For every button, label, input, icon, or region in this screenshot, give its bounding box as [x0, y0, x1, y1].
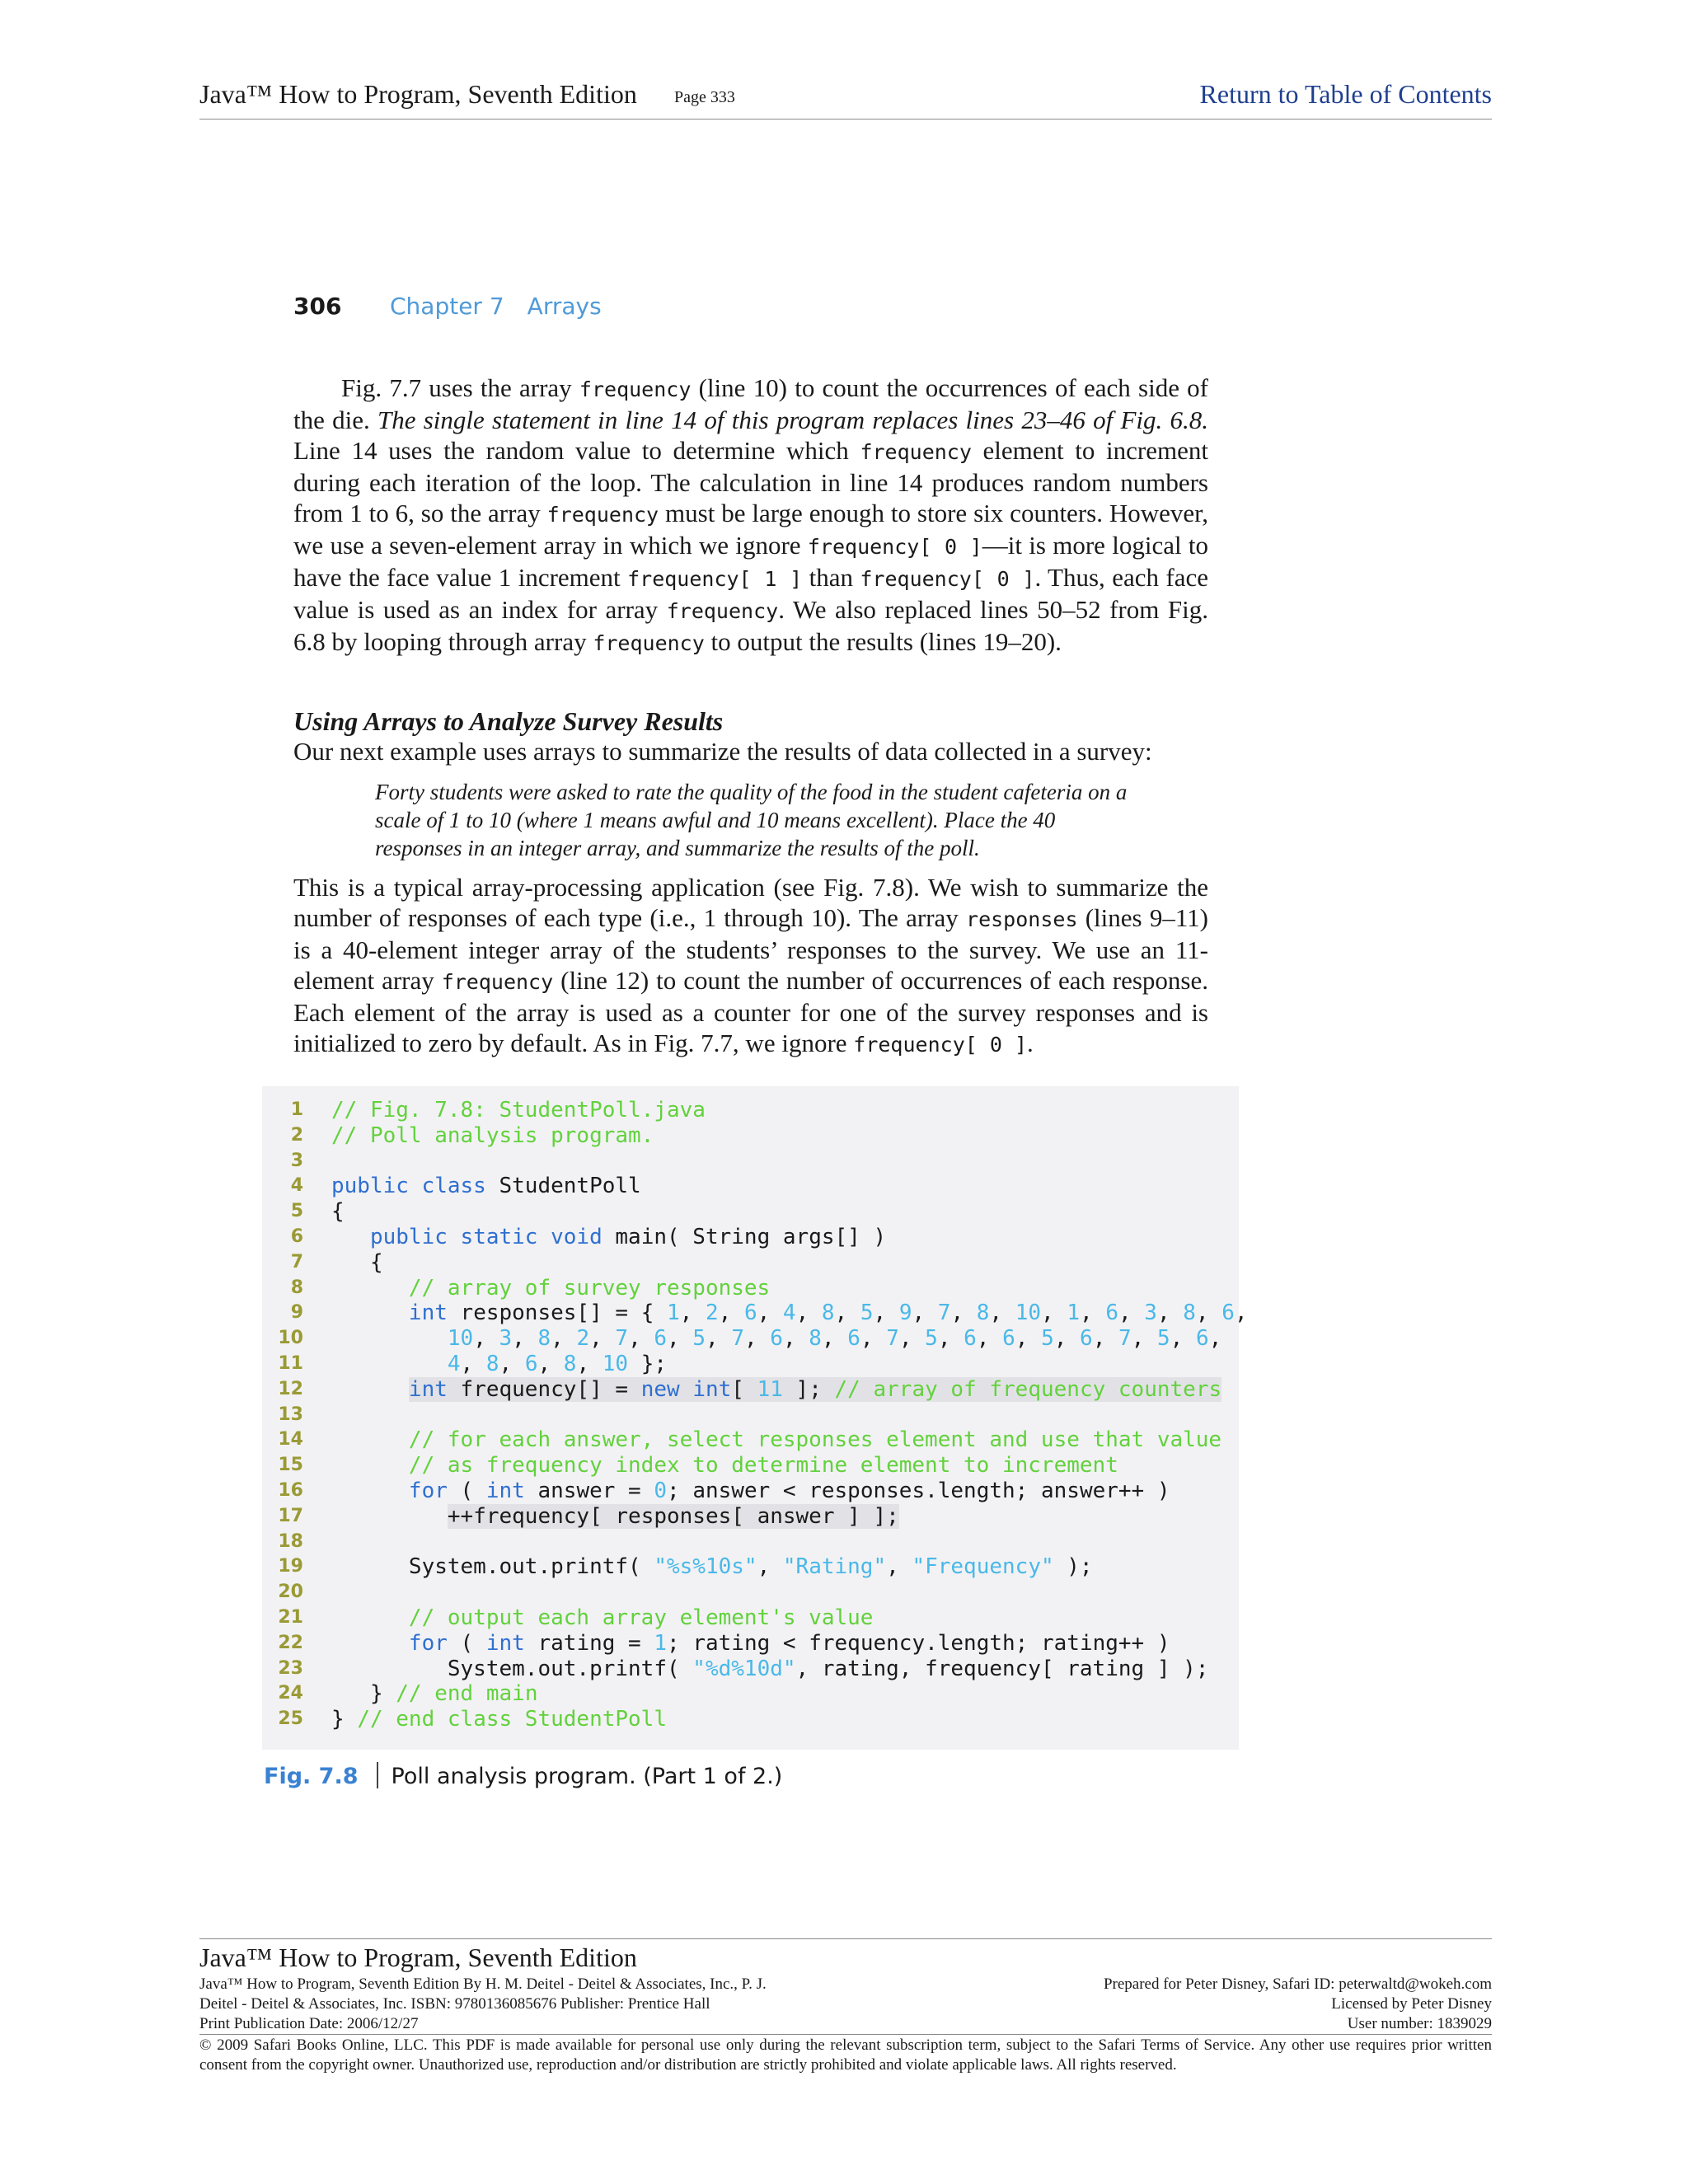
code-token: 6: [1221, 1301, 1235, 1326]
code-token: 6: [1080, 1326, 1093, 1352]
code-token: int: [408, 1376, 448, 1402]
code-token: );: [1053, 1554, 1093, 1580]
code-token: int: [485, 1478, 525, 1503]
code-token: 5: [1156, 1326, 1170, 1352]
code-token: 7: [886, 1326, 899, 1352]
code-token: StudentPoll: [485, 1174, 641, 1199]
code-token: 6: [524, 1351, 538, 1376]
footer-publisher-line: Deitel - Deitel & Associates, Inc. ISBN: 9780136085676 Publisher: Prentice Hall: [199, 1995, 710, 2013]
code-token: // Poll analysis program.: [331, 1122, 654, 1148]
code-token: ,: [950, 1301, 977, 1326]
text-run: must be large enough to store six counters. However, we use a seven-element array in which we ignore: [293, 499, 1208, 560]
inline-code: frequency: [593, 631, 705, 655]
code-text: [331, 1554, 1093, 1580]
line-number: 5: [290, 1201, 303, 1222]
code-token: , rating, frequency[ rating ] );: [795, 1656, 1209, 1681]
code-text: [331, 1301, 1248, 1326]
code-token: [331, 1479, 409, 1503]
text-run: .: [1027, 1029, 1034, 1057]
code-token: public static void: [369, 1224, 603, 1249]
code-token: 6: [847, 1326, 860, 1352]
code-token: // for each answer, select responses element and use that value: [408, 1427, 1222, 1453]
code-token: "%s%10s": [654, 1554, 757, 1580]
section-heading: Using Arrays to Analyze Survey Results: [293, 706, 724, 736]
line-number: 16: [278, 1479, 303, 1501]
code-token: 6: [1105, 1301, 1118, 1326]
code-token: 8: [563, 1351, 577, 1376]
code-token: ,: [743, 1326, 771, 1352]
code-token: ,: [718, 1301, 744, 1326]
line-number: 20: [278, 1582, 303, 1603]
code-token: ,: [873, 1301, 899, 1326]
header-page-number: Page 333: [674, 88, 735, 106]
code-token: public class: [331, 1174, 486, 1199]
code-token: responses[] = {: [447, 1301, 667, 1326]
code-text: [331, 1352, 667, 1377]
book-page-number: 306: [293, 293, 342, 320]
code-token: [331, 1605, 409, 1630]
code-token: ,: [912, 1301, 938, 1326]
code-token: 10: [1015, 1301, 1042, 1326]
code-text: [331, 1605, 873, 1631]
code-token: // array of frequency counters: [834, 1376, 1222, 1402]
code-token: 7: [731, 1326, 744, 1352]
code-token: 6: [1002, 1326, 1015, 1352]
code-token: [: [731, 1376, 757, 1402]
code-text: [331, 1098, 706, 1123]
inline-code: frequency: [579, 377, 692, 401]
toc-link[interactable]: Return to Table of Contents: [1199, 79, 1492, 109]
code-token: 10: [602, 1351, 629, 1376]
line-number: 21: [278, 1606, 303, 1628]
code-token: System.out.printf(: [331, 1554, 654, 1580]
paragraph-1: [293, 373, 1208, 658]
inline-code: frequency: [546, 503, 659, 527]
code-token: int: [408, 1301, 448, 1326]
line-number: 22: [278, 1632, 303, 1653]
code-token: 7: [1118, 1326, 1132, 1352]
code-token: ,: [1195, 1301, 1222, 1326]
code-text: [331, 1174, 641, 1199]
code-token: ,: [512, 1326, 538, 1352]
code-token: 4: [782, 1301, 796, 1326]
code-text: [331, 1377, 1221, 1403]
code-token: ,: [576, 1351, 603, 1376]
text-run: (lines 9–11) is a 40-element integer array of the students’ responses to the survey. We use an 11-element array: [293, 903, 1209, 995]
chapter-title: Arrays: [527, 293, 602, 320]
line-number: 9: [290, 1302, 303, 1324]
code-token: [331, 1225, 370, 1249]
footer-author-line: Java™ How to Program, Seventh Edition By H. M. Deitel - Deitel & Associates, Inc., P. J.: [199, 1975, 767, 1993]
code-token: ,: [1208, 1326, 1222, 1352]
code-token: ,: [860, 1326, 887, 1352]
code-token: (: [447, 1478, 486, 1503]
text-run: This is a typical array-processing application (see Fig. 7.8). We wish to summarize the number of responses of each type (i.e., 1 through 10). The array: [293, 873, 1208, 932]
code-token: [331, 1326, 448, 1351]
line-number: 6: [290, 1226, 303, 1247]
code-text: [331, 1479, 1170, 1504]
inline-code: frequency: [860, 440, 972, 464]
code-token: // end main: [396, 1681, 538, 1707]
code-token: {: [331, 1199, 345, 1225]
code-token: 6: [743, 1301, 757, 1326]
inline-code: frequency: [441, 970, 554, 994]
code-token: 6: [964, 1326, 977, 1352]
code-text: [331, 1427, 1221, 1453]
text-run: element to increment during each iteration of the loop. The calculation in line 14 produces random numbers from 1 to 6, so the array: [293, 436, 1208, 527]
code-token: ,: [473, 1326, 499, 1352]
code-token: ,: [989, 1301, 1015, 1326]
footer-book-title: Java™ How to Program, Seventh Edition: [199, 1943, 637, 1972]
code-token: 0: [654, 1478, 668, 1503]
page-header: [199, 76, 1492, 120]
code-token: ,: [1080, 1301, 1106, 1326]
code-token: 8: [1183, 1301, 1196, 1326]
line-number: 11: [278, 1352, 303, 1374]
code-token: // as frequency index to determine element to increment: [408, 1453, 1118, 1479]
code-token: ,: [1092, 1326, 1119, 1352]
code-token: ++frequency[ responses[ answer ] ];: [447, 1503, 899, 1529]
code-token: 2: [705, 1301, 719, 1326]
code-text: [331, 1453, 1118, 1479]
chapter-label: Chapter 7: [390, 293, 504, 320]
code-token: ,: [757, 1554, 783, 1580]
code-token: 11: [757, 1376, 783, 1402]
line-number: 14: [278, 1429, 303, 1451]
line-number: 25: [278, 1708, 303, 1730]
code-text: [331, 1681, 537, 1707]
code-token: 5: [692, 1326, 706, 1352]
highlighted-code: [448, 1504, 899, 1529]
text-run: (line 10) to count the occurrences of each side of the die.: [293, 373, 1209, 434]
code-token: ,: [898, 1326, 926, 1352]
code-token: ,: [1170, 1326, 1196, 1352]
code-token: ,: [937, 1326, 964, 1352]
code-token: 7: [615, 1326, 629, 1352]
code-token: int: [485, 1630, 525, 1656]
code-token: 9: [898, 1301, 912, 1326]
text-run: Line 14 uses the random value to determine which: [293, 436, 860, 465]
line-number: 23: [278, 1657, 303, 1679]
code-token: };: [628, 1351, 668, 1376]
line-number: 3: [290, 1150, 303, 1171]
paragraph-3: [293, 872, 1208, 1060]
code-token: ,: [460, 1351, 486, 1376]
line-number: 4: [290, 1175, 303, 1197]
code-token: ,: [679, 1301, 706, 1326]
text-run: . Thus, each face value is used as an index for array: [293, 563, 1209, 624]
code-text: [331, 1123, 654, 1149]
code-token: (: [447, 1630, 486, 1656]
code-token: ,: [795, 1301, 822, 1326]
code-token: main( String args[] ): [602, 1224, 887, 1249]
code-token: 8: [809, 1326, 822, 1352]
footer-rule-2: [199, 2034, 1492, 2035]
code-token: ,: [1131, 1326, 1157, 1352]
code-token: 8: [976, 1301, 990, 1326]
footer-copyright: © 2009 Safari Books Online, LLC. This PDF is made available for personal use only during the relevant subscription term, subject to the Safari Terms of Service. Any other use requires prior written consent from the copyright owner. Unauthorized use, reproduction and/or distribution are strictly prohibited and violate applicable laws. All rights reserved.: [199, 2036, 1492, 2074]
code-text: [331, 1504, 899, 1530]
code-token: ,: [821, 1326, 848, 1352]
code-token: [331, 1352, 448, 1376]
code-token: [331, 1453, 409, 1478]
code-token: 3: [1144, 1301, 1157, 1326]
code-token: 7: [937, 1301, 951, 1326]
code-indent: [331, 1377, 409, 1402]
highlighted-code: [409, 1377, 1221, 1402]
footer-rule: [199, 1938, 1492, 1939]
code-token: "%d%10d": [692, 1656, 796, 1681]
code-token: frequency[] =: [447, 1376, 641, 1402]
code-token: 2: [576, 1326, 590, 1352]
code-token: [331, 1427, 409, 1452]
code-token: }: [331, 1681, 396, 1707]
code-token: ,: [499, 1351, 525, 1376]
inline-code: responses: [966, 907, 1078, 931]
inline-code: frequency[ 0 ]: [860, 567, 1035, 591]
code-token: ,: [1156, 1301, 1184, 1326]
code-token: 10: [447, 1326, 474, 1352]
code-token: "Rating": [782, 1554, 887, 1580]
code-token: [331, 1301, 409, 1325]
inline-code: frequency[ 1 ]: [627, 567, 803, 591]
code-token: 1: [1067, 1301, 1080, 1326]
line-number: 10: [278, 1328, 303, 1349]
code-token: 3: [499, 1326, 513, 1352]
chapter-heading: [390, 290, 602, 323]
code-token: 5: [860, 1301, 874, 1326]
code-token: 1: [654, 1630, 668, 1656]
code-token: }: [331, 1707, 358, 1732]
code-token: ,: [1118, 1301, 1145, 1326]
line-number: 18: [278, 1530, 303, 1552]
caption-separator: [377, 1762, 378, 1788]
code-token: // output each array element's value: [408, 1605, 874, 1630]
code-token: 8: [537, 1326, 551, 1352]
code-token: ,: [628, 1326, 654, 1352]
code-token: 6: [770, 1326, 783, 1352]
text-run: The single statement in line 14 of this program replaces lines 23–46 of Fig. 6.8.: [377, 405, 1208, 434]
code-text: [331, 1199, 345, 1225]
paragraph-2: Our next example uses arrays to summarize the results of data collected in a survey:: [293, 737, 1152, 766]
inline-code: frequency[ 0 ]: [853, 1033, 1027, 1057]
code-token: answer =: [524, 1478, 654, 1503]
line-number: 19: [278, 1556, 303, 1577]
code-token: ,: [757, 1301, 783, 1326]
code-token: // array of survey responses: [408, 1275, 771, 1301]
text-run: to output the results (lines 19–20).: [704, 627, 1062, 656]
code-token: ,: [1053, 1326, 1081, 1352]
code-token: 1: [667, 1301, 680, 1326]
line-number: 13: [278, 1404, 303, 1425]
code-token: ,: [886, 1554, 912, 1580]
code-token: System.out.printf(: [331, 1656, 693, 1681]
footer-publication-date: Print Publication Date: 2006/12/27: [199, 2015, 419, 2032]
code-token: ];: [782, 1376, 835, 1402]
code-token: [331, 1276, 409, 1301]
header-book-title: Java™ How to Program, Seventh Edition: [199, 79, 637, 109]
code-token: ,: [706, 1326, 732, 1352]
code-text: [331, 1631, 1170, 1657]
line-number: 8: [290, 1277, 303, 1298]
line-number: 1: [290, 1099, 303, 1120]
code-token: "Frequency": [912, 1554, 1054, 1580]
code-text: [331, 1250, 383, 1276]
code-token: ; rating < frequency.length; rating++ ): [667, 1630, 1170, 1656]
code-text: [331, 1707, 667, 1732]
code-text: [331, 1326, 1221, 1352]
line-number: 12: [278, 1378, 303, 1399]
inline-code: frequency: [666, 599, 779, 623]
inline-code: frequency[ 0 ]: [807, 535, 982, 559]
code-token: ,: [589, 1326, 616, 1352]
line-number: 15: [278, 1455, 303, 1476]
line-number: 17: [278, 1505, 303, 1526]
code-token: ,: [1015, 1326, 1042, 1352]
line-number: 7: [290, 1251, 303, 1272]
code-token: 5: [925, 1326, 938, 1352]
line-number: 24: [278, 1683, 303, 1704]
text-run: (line 12) to count the number of occurrences of each response. Each element of the array is used as a counter for one of the survey responses and is initialized to zero by default. As in Fig. 7.7, we ignore: [293, 966, 1209, 1057]
code-token: ,: [834, 1301, 860, 1326]
code-token: for: [408, 1630, 448, 1656]
code-text: [331, 1657, 1208, 1682]
code-text: [331, 1276, 770, 1301]
text-run: —it is more logical to have the face value 1 increment: [293, 531, 1208, 592]
figure-label: Fig. 7.8: [264, 1764, 359, 1789]
code-token: // Fig. 7.8: StudentPoll.java: [331, 1098, 706, 1122]
code-token: ,: [976, 1326, 1003, 1352]
text-run: . We also replaced lines 50–52 from Fig. 6.8 by looping through array: [293, 595, 1209, 656]
code-token: rating =: [524, 1630, 654, 1656]
code-token: 4: [447, 1351, 461, 1376]
code-token: ; answer < responses.length; answer++ ): [667, 1478, 1170, 1503]
code-token: [331, 1631, 409, 1656]
code-token: // end class StudentPoll: [357, 1707, 667, 1732]
code-token: 6: [654, 1326, 668, 1352]
code-token: 8: [485, 1351, 499, 1376]
code-token: ,: [667, 1326, 693, 1352]
footer-licensed-by: Licensed by Peter Disney: [1331, 1995, 1492, 2013]
code-token: new int: [640, 1376, 732, 1402]
survey-quote: Forty students were asked to rate the quality of the food in the student cafeteria on a scale of 1 to 10 (where 1 means awful and 10 means excellent). Place the 40 responses in an integer array, and summarize the results of the poll.: [375, 780, 1128, 860]
code-token: ,: [551, 1326, 577, 1352]
code-token: 6: [1195, 1326, 1209, 1352]
code-token: ,: [1041, 1301, 1067, 1326]
code-token: 5: [1041, 1326, 1054, 1352]
figure-caption: [264, 1761, 782, 1793]
text-run: Fig. 7.7 uses the array: [341, 373, 579, 402]
code-text: [331, 1225, 886, 1250]
code-token: ,: [782, 1326, 809, 1352]
code-indent: [331, 1504, 448, 1529]
line-number: 2: [290, 1124, 303, 1146]
code-token: ,: [1234, 1301, 1248, 1326]
footer-prepared-for: Prepared for Peter Disney, Safari ID: peterwaltd@wokeh.com: [1103, 1975, 1492, 1993]
figure-caption-text: Poll analysis program. (Part 1 of 2.): [391, 1764, 783, 1789]
code-token: ,: [537, 1351, 564, 1376]
code-token: for: [408, 1478, 448, 1503]
code-token: 8: [821, 1301, 835, 1326]
footer-user-number: User number: 1839029: [1347, 2015, 1492, 2032]
code-token: {: [331, 1249, 383, 1275]
text-run: than: [802, 563, 860, 592]
